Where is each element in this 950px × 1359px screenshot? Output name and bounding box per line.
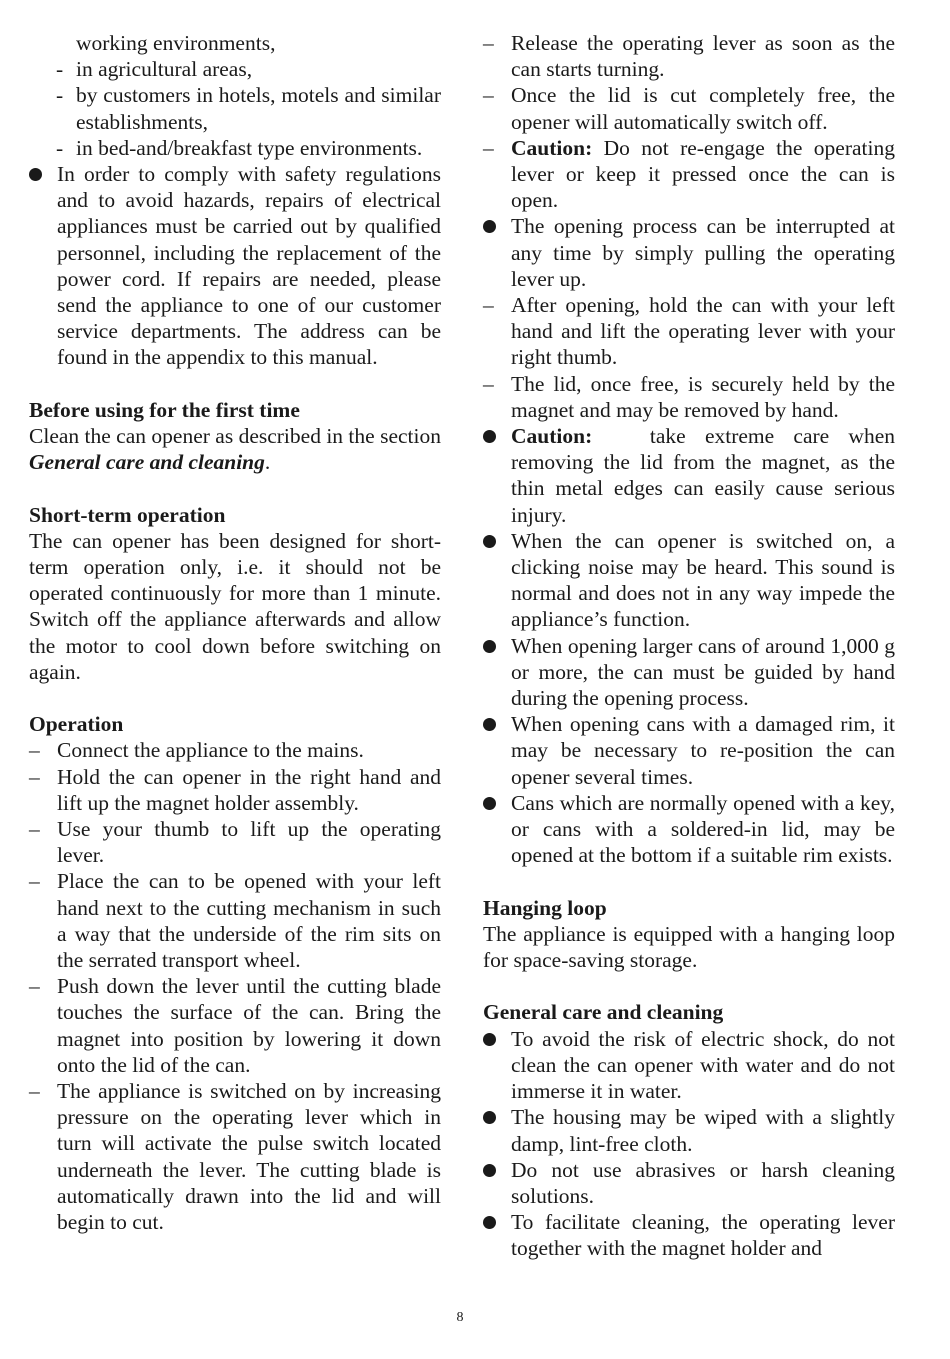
list-item: working environments, xyxy=(76,31,276,55)
list-item: – The lid, once free, is securely held by the magnet and may be removed by hand. xyxy=(483,371,895,422)
bullet-icon xyxy=(483,430,496,443)
section-heading: General care and cleaning xyxy=(483,1000,724,1025)
list-item: To avoid the risk of electric shock, do not clean the can opener with water and do not immerse it in water. xyxy=(483,1026,895,1105)
paragraph: The can opener has been designed for short-term operation only, i.e. it should not be operated continuously for more than 1 minute. Switch off the appliance afterwards and allow the motor to cool down before switching on again. xyxy=(29,528,441,684)
list-item: – Connect the appliance to the mains. xyxy=(29,738,364,763)
list-item: Cans which are normally opened with a key, or cans with a soldered-in lid, may be opened at the bottom if a suitable rim exists. xyxy=(483,790,895,869)
list-item: To facilitate cleaning, the operating lever together with the magnet holder and xyxy=(483,1209,895,1261)
section-heading: Before using for the first time xyxy=(29,397,300,422)
list-item: Do not use abrasives or harsh cleaning solutions. xyxy=(483,1157,895,1209)
list-item: – After opening, hold the can with your left hand and lift the operating lever with your right thumb. xyxy=(483,293,895,370)
list-item: - in agricultural areas, xyxy=(56,57,253,82)
list-item: - by customers in hotels, motels and similar establishments, xyxy=(56,83,441,134)
bullet-icon xyxy=(483,1216,496,1229)
section-heading: Short-term operation xyxy=(29,502,226,527)
page-number: 8 xyxy=(456,1310,464,1325)
section-heading: Hanging loop xyxy=(483,895,607,920)
list-item: – Use your thumb to lift up the operating lever. xyxy=(29,817,441,868)
safety-bullet: In order to comply with safety regulations and to avoid hazards, repairs of electrical appliances must be carried out by qualified personnel, including the replacement of the power cord. If repairs are needed, please send the appliance to one of our customer service departments. The address can be found in the appendix to this manual. xyxy=(29,161,441,371)
bullet-icon xyxy=(483,535,496,548)
list-item: The housing may be wiped with a slightly damp, lint-free cloth. xyxy=(483,1104,895,1156)
list-item: When the can opener is switched on, a clicking noise may be heard. This sound is normal and does not in any way impede the appliance’s function. xyxy=(483,528,895,633)
list-item: – Push down the lever until the cutting blade touches the surface of the can. Bring the magnet into position by lowering it down onto the lid of the can. xyxy=(29,974,441,1077)
right-column xyxy=(483,30,901,1262)
bullet-icon xyxy=(483,1164,496,1177)
list-item: When opening cans with a damaged rim, it may be necessary to re-position the can opener several times. xyxy=(483,711,895,790)
bullet-icon xyxy=(483,1033,496,1046)
section-heading: Operation xyxy=(29,712,124,737)
left-column xyxy=(29,30,441,1235)
paragraph: The appliance is equipped with a hanging loop for space-saving storage. xyxy=(483,921,895,973)
list-item: – Place the can to be opened with your left hand next to the cutting mechanism in such a way that the underside of the rim sits on the serrated transport wheel. xyxy=(29,869,441,973)
list-item: – The appliance is switched on by increasing pressure on the operating lever which in turn will activate the pulse switch located underneath the lever. The cutting blade is automatically drawn into the lid and will begin to cut. xyxy=(29,1079,441,1235)
bullet-icon xyxy=(483,797,496,810)
bullet-icon xyxy=(483,718,496,731)
paragraph: Clean the can opener as described in the section General care and cleaning. xyxy=(29,424,441,475)
list-item: When opening larger cans of around 1,000 g or more, the can must be guided by hand during the opening process. xyxy=(483,633,895,712)
list-item: – Hold the can opener in the right hand and lift up the magnet holder assembly. xyxy=(29,764,441,815)
list-item: – Once the lid is cut completely free, the opener will automatically switch off. xyxy=(483,83,895,134)
list-item: – Release the operating lever as soon as the can starts turning. xyxy=(483,31,895,82)
bullet-icon xyxy=(483,640,496,653)
list-item: The opening process can be interrupted at any time by simply pulling the operating lever up. xyxy=(483,213,895,292)
caution-item: Caution: take extreme care when removing the lid from the magnet, as the thin metal edges can easily cause serious injury. xyxy=(483,423,895,528)
caution-item: – Caution: Do not re-engage the operating lever or keep it pressed once the can is open. xyxy=(483,135,895,213)
bullet-icon xyxy=(483,220,496,233)
bullet-icon xyxy=(483,1111,496,1124)
bullet-icon xyxy=(29,168,42,181)
list-item: - in bed-and/breakfast type environments. xyxy=(56,135,423,160)
